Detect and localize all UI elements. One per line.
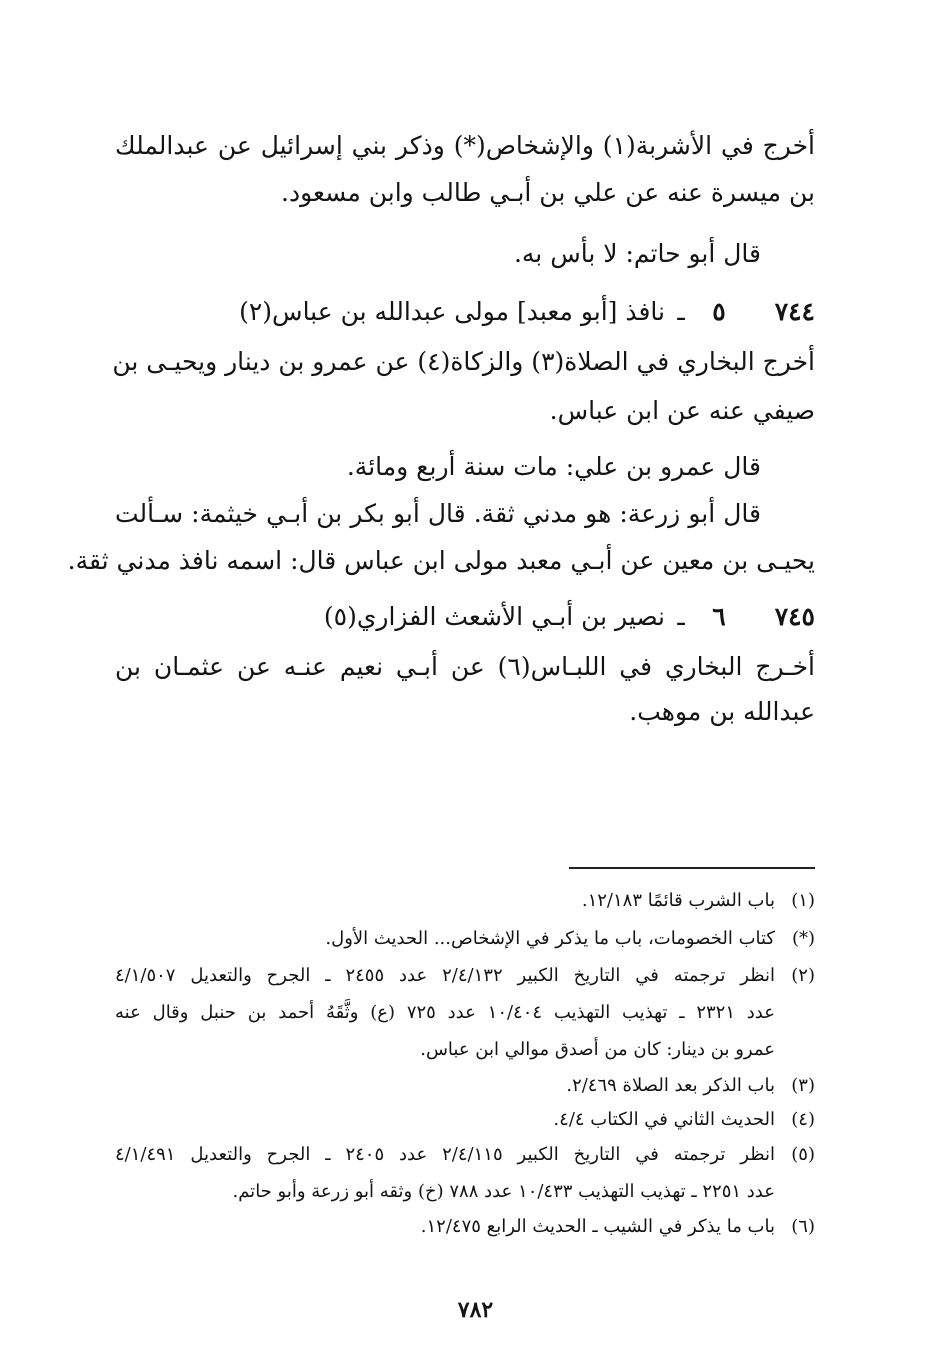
entry-number: ٧٤٥	[774, 602, 815, 631]
entry-heading-745	[115, 597, 815, 637]
footnote-label: (١)	[791, 890, 815, 911]
entry-dash: ـ	[677, 602, 685, 631]
footnote-text: عدد ٢٣٢١ ـ تهذيب التهذيب ١٠/٤٠٤ عدد ٧٢٥ (ع) وثَّقَهُ أحمد بن حنبل وقال عنه	[115, 1002, 775, 1023]
footnote-5	[115, 1137, 815, 1173]
footnote-text: عدد ٢٢٥١ ـ تهذيب التهذيب ١٠/٤٣٣ عدد ٧٨٨ (خ) وثقه أبو زرعة وأبو حاتم.	[232, 1181, 775, 1202]
footnote-separator	[569, 867, 815, 869]
footnote-label: (٥)	[791, 1144, 815, 1165]
footnote-label: (٢)	[791, 965, 815, 986]
paragraph-line: أخرج في الأشربة(١) والإشخاص(*) وذكر بني إسرائيل عن عبدالملك	[115, 131, 815, 160]
footnote-4	[115, 1102, 815, 1138]
entry-heading-744	[115, 292, 815, 332]
footnote-text: باب الذكر بعد الصلاة ٢/٤٦٩.	[566, 1075, 775, 1096]
footnote-text: باب ما يذكر في الشيب ـ الحديث الرابع ١٢/٤٧٥.	[420, 1216, 775, 1237]
footnote-star	[115, 921, 815, 957]
footnote-1	[115, 883, 815, 919]
footnote-6	[115, 1209, 815, 1245]
footnote-text: انظر ترجمته في التاريخ الكبير ٢/٤/١٣٢ عدد ٢٤٥٥ ـ الجرح والتعديل ٤/١/٥٠٧	[115, 965, 775, 986]
entry-sequence: ٥	[712, 297, 726, 326]
entry-number: ٧٤٤	[774, 297, 815, 326]
paragraph-line: قال أبو زرعة: هو مدني ثقة. قال أبو بكر بن أبـي خيثمة: سـألت	[115, 499, 761, 528]
paragraph-line: بن ميسرة عنه عن علي بن أبـي طالب وابن مسعود.	[281, 178, 815, 207]
page-number: ٧٨٢	[457, 1297, 494, 1323]
footnote-label: (٦)	[791, 1216, 815, 1237]
entry-dash: ـ	[677, 297, 685, 326]
footnote-label: (*)	[791, 928, 815, 949]
entry-name: نافذ [أبو معبد] مولى عبدالله بن عباس(٢)	[239, 297, 665, 326]
footnote-3	[115, 1068, 815, 1104]
paragraph-line: أخـرج البخاري في اللبـاس(٦) عن أبـي نعيم عنـه عن عثمـان بن	[115, 652, 815, 681]
footnote-text: باب الشرب قائمًا ١٢/١٨٣.	[581, 890, 775, 911]
paragraph-line: قال أبو حاتم: لا بأس به.	[513, 239, 761, 268]
footnote-label: (٤)	[791, 1109, 815, 1130]
paragraph-line: قال عمرو بن علي: مات سنة أربع ومائة.	[346, 452, 761, 481]
footnote-text: عمرو بن دينار: كان من أصدق موالي ابن عباس.	[420, 1039, 775, 1060]
footnote-text: الحديث الثاني في الكتاب ٤/٤.	[553, 1109, 775, 1130]
footnote-text: انظر ترجمته في التاريخ الكبير ٢/٤/١١٥ عدد ٢٤٠٥ ـ الجرح والتعديل ٤/١/٤٩١	[115, 1144, 775, 1165]
paragraph-line: صيفي عنه عن ابن عباس.	[549, 396, 815, 425]
footnote-2	[115, 958, 815, 994]
footnote-text: كتاب الخصومات، باب ما يذكر في الإشخاص... الحديث الأول.	[325, 928, 775, 949]
paragraph-line: يحيـى بن معين عن أبـي معبد مولى ابن عباس قال: اسمه نافذ مدني ثقة.	[67, 546, 815, 575]
footnote-label: (٣)	[791, 1075, 815, 1096]
paragraph-line: أخرج البخاري في الصلاة(٣) والزكاة(٤) عن عمرو بن دينار ويحيـى بن	[112, 347, 815, 376]
paragraph-line: عبدالله بن موهب.	[629, 697, 815, 726]
entry-name: نصير بن أبـي الأشعث الفزاري(٥)	[323, 602, 665, 631]
entry-sequence: ٦	[712, 602, 726, 631]
